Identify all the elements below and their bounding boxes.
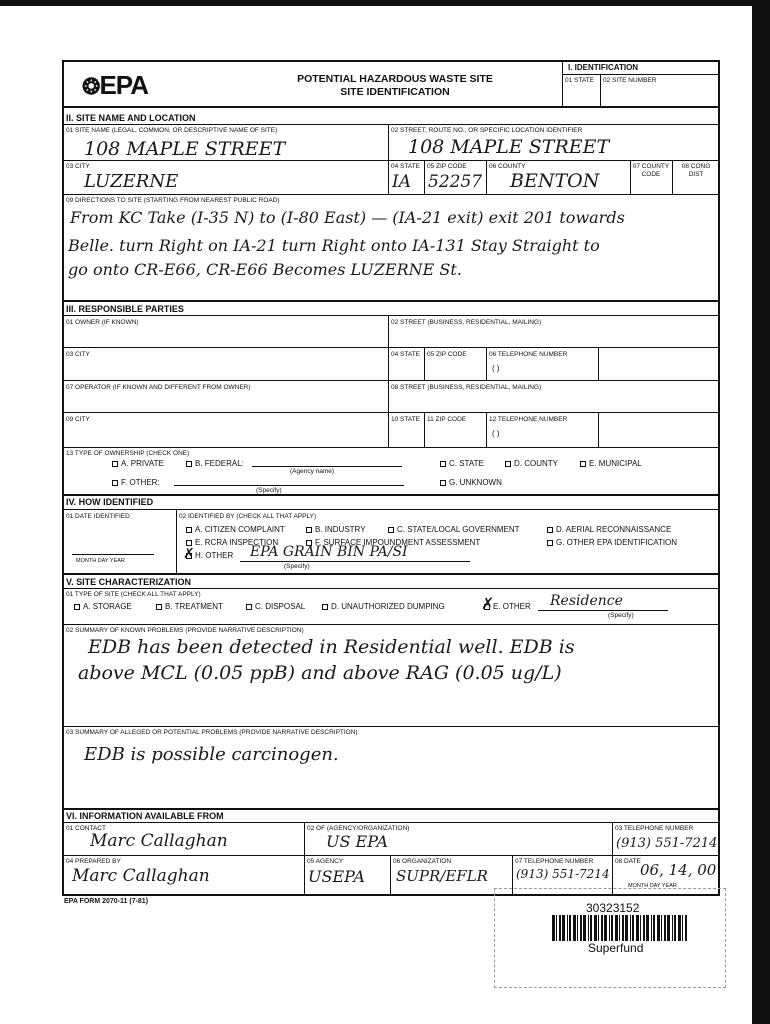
identified-surface[interactable]: F. SURFACE IMPOUNDMENT ASSESSMENT [306, 538, 480, 547]
owner-state-label: 04 STATE [391, 351, 421, 358]
ownership-specify-label: (Specify) [256, 487, 282, 494]
barcode-number: 30323152 [586, 901, 640, 915]
prepared-phone-value: (913) 551-7214 [516, 867, 610, 881]
checkbox-icon [440, 480, 446, 486]
potential-problems-label: 03 SUMMARY OF ALLEGED OR POTENTIAL PROBLEMS (PROVIDE NARRATIVE DESCRIPTION) [66, 729, 358, 736]
site-type-other[interactable]: E. OTHER [484, 602, 531, 611]
checkbox-icon [74, 604, 80, 610]
operator-label: 07 OPERATOR (IF KNOWN AND DIFFERENT FROM OWNER) [66, 384, 251, 391]
prepared-phone-label: 07 TELEPHONE NUMBER [515, 858, 594, 865]
checkbox-icon [547, 540, 553, 546]
operator-city-label: 09 CITY [66, 416, 90, 423]
checkbox-icon [440, 461, 446, 467]
form-title: POTENTIAL HAZARDOUS WASTE SITE SITE IDENTIFICATION [297, 73, 493, 98]
section-3-heading: III. RESPONSIBLE PARTIES [66, 304, 184, 314]
contact-of-label: 02 OF (AGENCY/ORGANIZATION) [307, 825, 410, 832]
checkbox-icon [306, 527, 312, 533]
section-6-heading: VI. INFORMATION AVAILABLE FROM [66, 811, 224, 821]
id-state-label: 01 STATE [565, 77, 595, 84]
section-2-heading: II. SITE NAME AND LOCATION [66, 113, 196, 123]
known-problems-label: 02 SUMMARY OF KNOWN PROBLEMS (PROVIDE NARRATIVE DESCRIPTION) [66, 627, 304, 634]
checkbox-icon [580, 461, 586, 467]
checkbox-icon [186, 527, 192, 533]
ownership-state[interactable]: C. STATE [440, 459, 484, 468]
barcode-caption: Superfund [588, 941, 644, 955]
checkbox-icon [547, 527, 553, 533]
owner-zip-label: 05 ZIP CODE [427, 351, 467, 358]
checkbox-icon [505, 461, 511, 467]
zip-value: 52257 [428, 172, 483, 192]
prepared-by-label: 04 PREPARED BY [66, 858, 121, 865]
site-type-storage[interactable]: A. STORAGE [74, 602, 132, 611]
identified-citizen[interactable]: A. CITIZEN COMPLAINT [186, 525, 285, 534]
operator-state-label: 10 STATE [391, 416, 421, 423]
ownership-unknown[interactable]: G. UNKNOWN [440, 478, 502, 487]
identification-heading: I. IDENTIFICATION [568, 63, 639, 72]
site-type-treatment[interactable]: B. TREATMENT [156, 602, 223, 611]
organization-label: 06 ORGANIZATION [393, 858, 452, 865]
county-label: 06 COUNTY [489, 163, 526, 170]
checkbox-icon [322, 604, 328, 610]
county-code-label: 07 COUNTY CODE [632, 163, 670, 178]
known-problems-line-2: above MCL (0.05 ppB) and above RAG (0.05 ug/L) [78, 662, 562, 684]
site-type-other-checkmark: ✗ [481, 594, 495, 613]
site-type-other-value: Residence [550, 593, 623, 609]
epa-logo-icon: ❂ [82, 74, 100, 99]
owner-phone-label: 06 TELEPHONE NUMBER [489, 351, 568, 358]
agency-name-label: (Agency name) [290, 468, 335, 475]
date-identified-label: 01 DATE IDENTIFIED [66, 513, 130, 520]
operator-phone-label: 12 TELEPHONE NUMBER [489, 416, 568, 423]
agency-label: 05 AGENCY [307, 858, 344, 865]
state-label: 04 STATE [391, 163, 421, 170]
contact-label: 01 CONTACT [66, 825, 106, 832]
date-identified-sub: MONTH DAY YEAR [76, 558, 125, 564]
identified-specify-label: (Specify) [284, 563, 310, 570]
section-5-heading: V. SITE CHARACTERIZATION [66, 577, 192, 587]
prepared-by-value: Marc Callaghan [72, 866, 210, 886]
section-4-heading: IV. HOW IDENTIFIED [66, 497, 154, 507]
contact-phone-label: 03 TELEPHONE NUMBER [615, 825, 694, 832]
potential-problems-line-1: EDB is possible carcinogen. [84, 744, 339, 765]
zip-label: 05 ZIP CODE [427, 163, 467, 170]
prepared-date-label: 08 DATE [615, 858, 641, 865]
agency-value: USEPA [308, 867, 365, 886]
identified-other-value: EPA GRAIN BIN PA/SI [250, 544, 408, 560]
checkbox-icon [112, 480, 118, 486]
identified-other-epa[interactable]: G. OTHER EPA IDENTIFICATION [547, 538, 677, 547]
checkbox-icon [246, 604, 252, 610]
identified-other[interactable]: H. OTHER [186, 551, 233, 560]
owner-label: 01 OWNER (IF KNOWN) [66, 319, 139, 326]
ownership-municipal[interactable]: E. MUNICIPAL [580, 459, 642, 468]
directions-line-1: From KC Take (I-35 N) to (I-80 East) — (IA-21 exit) exit 201 towards [70, 208, 625, 227]
prepared-date-value: 06, 14, 00 [640, 861, 717, 879]
directions-label: 09 DIRECTIONS TO SITE (STARTING FROM NEAREST PUBLIC ROAD) [66, 197, 280, 204]
street-value: 108 MAPLE STREET [408, 136, 610, 158]
county-value: BENTON [510, 170, 600, 192]
scan-edge-top [0, 0, 770, 6]
ownership-federal[interactable]: B. FEDERAL: [186, 459, 244, 468]
state-value: IA [392, 172, 411, 192]
checkbox-icon [112, 461, 118, 467]
contact-value: Marc Callaghan [90, 831, 228, 851]
owner-street-label: 02 STREET (BUSINESS, RESIDENTIAL, MAILING) [391, 319, 542, 326]
barcode-icon [552, 915, 690, 941]
ownership-private[interactable]: A. PRIVATE [112, 459, 164, 468]
scan-edge-right [752, 0, 770, 1024]
identified-by-label: 02 IDENTIFIED BY (CHECK ALL THAT APPLY) [179, 513, 317, 520]
ownership-county[interactable]: D. COUNTY [505, 459, 558, 468]
known-problems-line-1: EDB has been detected in Residential well. EDB is [88, 636, 575, 658]
owner-city-label: 03 CITY [66, 351, 90, 358]
street-label: 02 STREET, ROUTE NO., OR SPECIFIC LOCATION IDENTIFIER [391, 127, 583, 134]
checkbox-icon [388, 527, 394, 533]
directions-line-3: go onto CR-E66, CR-E66 Becomes LUZERNE St. [68, 260, 462, 279]
identified-other-checkmark: ✗ [183, 546, 195, 562]
checkbox-icon [156, 604, 162, 610]
operator-street-label: 08 STREET (BUSINESS, RESIDENTIAL, MAILING) [391, 384, 542, 391]
site-type-label: 01 TYPE OF SITE (CHECK ALL THAT APPLY) [66, 591, 201, 598]
ownership-other[interactable]: F. OTHER: [112, 478, 160, 487]
identified-rcra[interactable]: E. RCRA INSPECTION [186, 538, 278, 547]
contact-of-value: US EPA [326, 832, 389, 851]
site-type-disposal[interactable]: C. DISPOSAL [246, 602, 305, 611]
organization-value: SUPR/EFLR [396, 867, 488, 885]
contact-phone-value: (913) 551-7214 [616, 836, 718, 851]
owner-phone-value: ( ) [492, 364, 500, 373]
city-label: 03 CITY [66, 163, 90, 170]
identified-aerial[interactable]: D. AERIAL RECONNAISSANCE [547, 525, 671, 534]
operator-phone-value: ( ) [492, 429, 500, 438]
ownership-label: 13 TYPE OF OWNERSHIP (CHECK ONE) [66, 450, 190, 457]
form-number: EPA FORM 2070-11 (7-81) [64, 898, 149, 905]
identified-industry[interactable]: B. INDUSTRY [306, 525, 366, 534]
city-value: LUZERNE [84, 171, 179, 192]
site-type-specify-label: (Specify) [608, 612, 634, 619]
checkbox-icon [186, 461, 192, 467]
directions-line-2: Belle. turn Right on IA-21 turn Right onto IA-131 Stay Straight to [68, 236, 600, 255]
site-name-label: 01 SITE NAME (LEGAL, COMMON, OR DESCRIPTIVE NAME OF SITE) [66, 127, 278, 134]
prepared-date-sub: MONTH DAY YEAR [628, 883, 677, 889]
site-type-dumping[interactable]: D. UNAUTHORIZED DUMPING [322, 602, 445, 611]
id-site-number-label: 02 SITE NUMBER [603, 77, 657, 84]
identified-state-gov[interactable]: C. STATE/LOCAL GOVERNMENT [388, 525, 520, 534]
site-name-value: 108 MAPLE STREET [84, 138, 286, 160]
operator-zip-label: 11 ZIP CODE [427, 416, 467, 423]
cong-dist-label: 08 CONG DIST [681, 163, 711, 178]
epa-logo: ❂EPA [82, 70, 148, 100]
